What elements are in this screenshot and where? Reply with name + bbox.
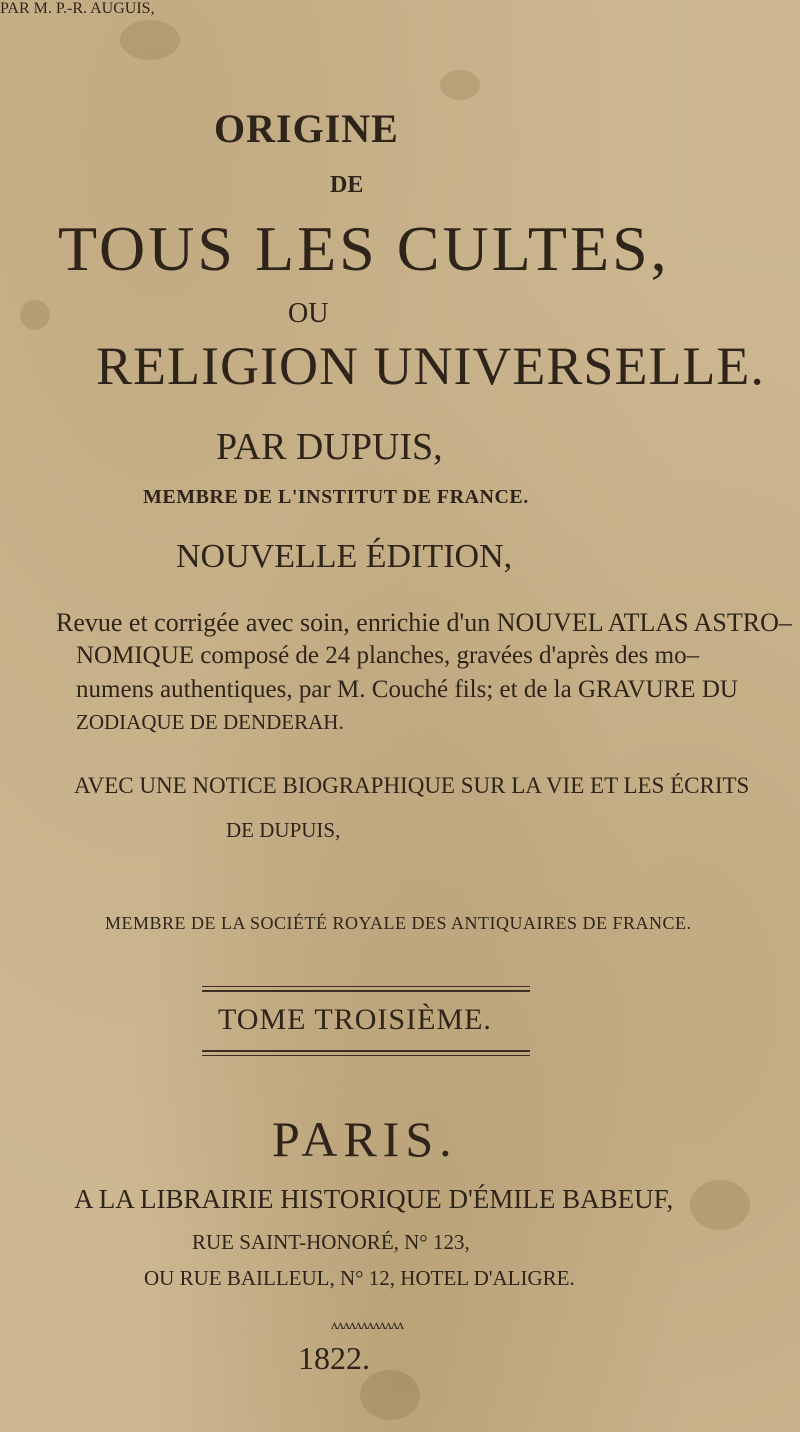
- divider-rule: [202, 1050, 530, 1052]
- notice-line: AVEC UNE NOTICE BIOGRAPHIQUE SUR LA VIE ET LES ÉCRITS: [74, 773, 750, 798]
- divider-rule: [202, 986, 530, 987]
- description-line: NOMIQUE composé de 24 planches, gravées d'après des mo–: [76, 642, 700, 669]
- volume-line: TOME TROISIÈME.: [218, 1003, 492, 1036]
- imprint-city: PARIS.: [272, 1111, 458, 1167]
- heading-tous-les-cultes: TOUS LES CULTES,: [58, 213, 670, 284]
- foxing-spot: [120, 20, 180, 60]
- heading-origine: ORIGINE: [214, 106, 399, 151]
- imprint-address-alt: OU RUE BAILLEUL, N° 12, HOTEL D'ALIGRE.: [144, 1266, 575, 1290]
- description-line: ZODIAQUE DE DENDERAH.: [76, 710, 344, 734]
- divider-rule: [202, 990, 530, 992]
- notice-subject: DE DUPUIS,: [226, 818, 341, 842]
- foxing-spot: [20, 300, 50, 330]
- heading-ou: OU: [288, 298, 329, 329]
- description-line: Revue et corrigée avec soin, enrichie d'un NOUVEL ATLAS ASTRO–: [56, 608, 792, 637]
- ornament-rule: ʌʌʌʌʌʌʌʌʌʌʌʌ: [331, 1318, 403, 1333]
- heading-de: DE: [330, 172, 364, 198]
- notice-author: PAR M. P.-R. AUGUIS,: [0, 0, 155, 17]
- edition-line: NOUVELLE ÉDITION,: [176, 538, 513, 575]
- imprint-address: RUE SAINT-HONORÉ, N° 123,: [192, 1230, 470, 1254]
- description-line: numens authentiques, par M. Couché fils; et de la GRAVURE DU: [76, 676, 738, 703]
- author-affiliation: MEMBRE DE L'INSTITUT DE FRANCE.: [143, 486, 529, 508]
- foxing-spot: [360, 1370, 420, 1420]
- heading-religion-universelle: RELIGION UNIVERSELLE.: [96, 336, 765, 396]
- foxing-spot: [690, 1180, 750, 1230]
- foxing-spot: [440, 70, 480, 100]
- divider-rule: [202, 1055, 530, 1056]
- imprint-publisher: A LA LIBRAIRIE HISTORIQUE D'ÉMILE BABEUF,: [74, 1184, 674, 1214]
- imprint-year: 1822.: [298, 1340, 370, 1376]
- author-line: PAR DUPUIS,: [216, 426, 443, 468]
- notice-author-affiliation: MEMBRE DE LA SOCIÉTÉ ROYALE DES ANTIQUAIRES DE FRANCE.: [105, 913, 692, 933]
